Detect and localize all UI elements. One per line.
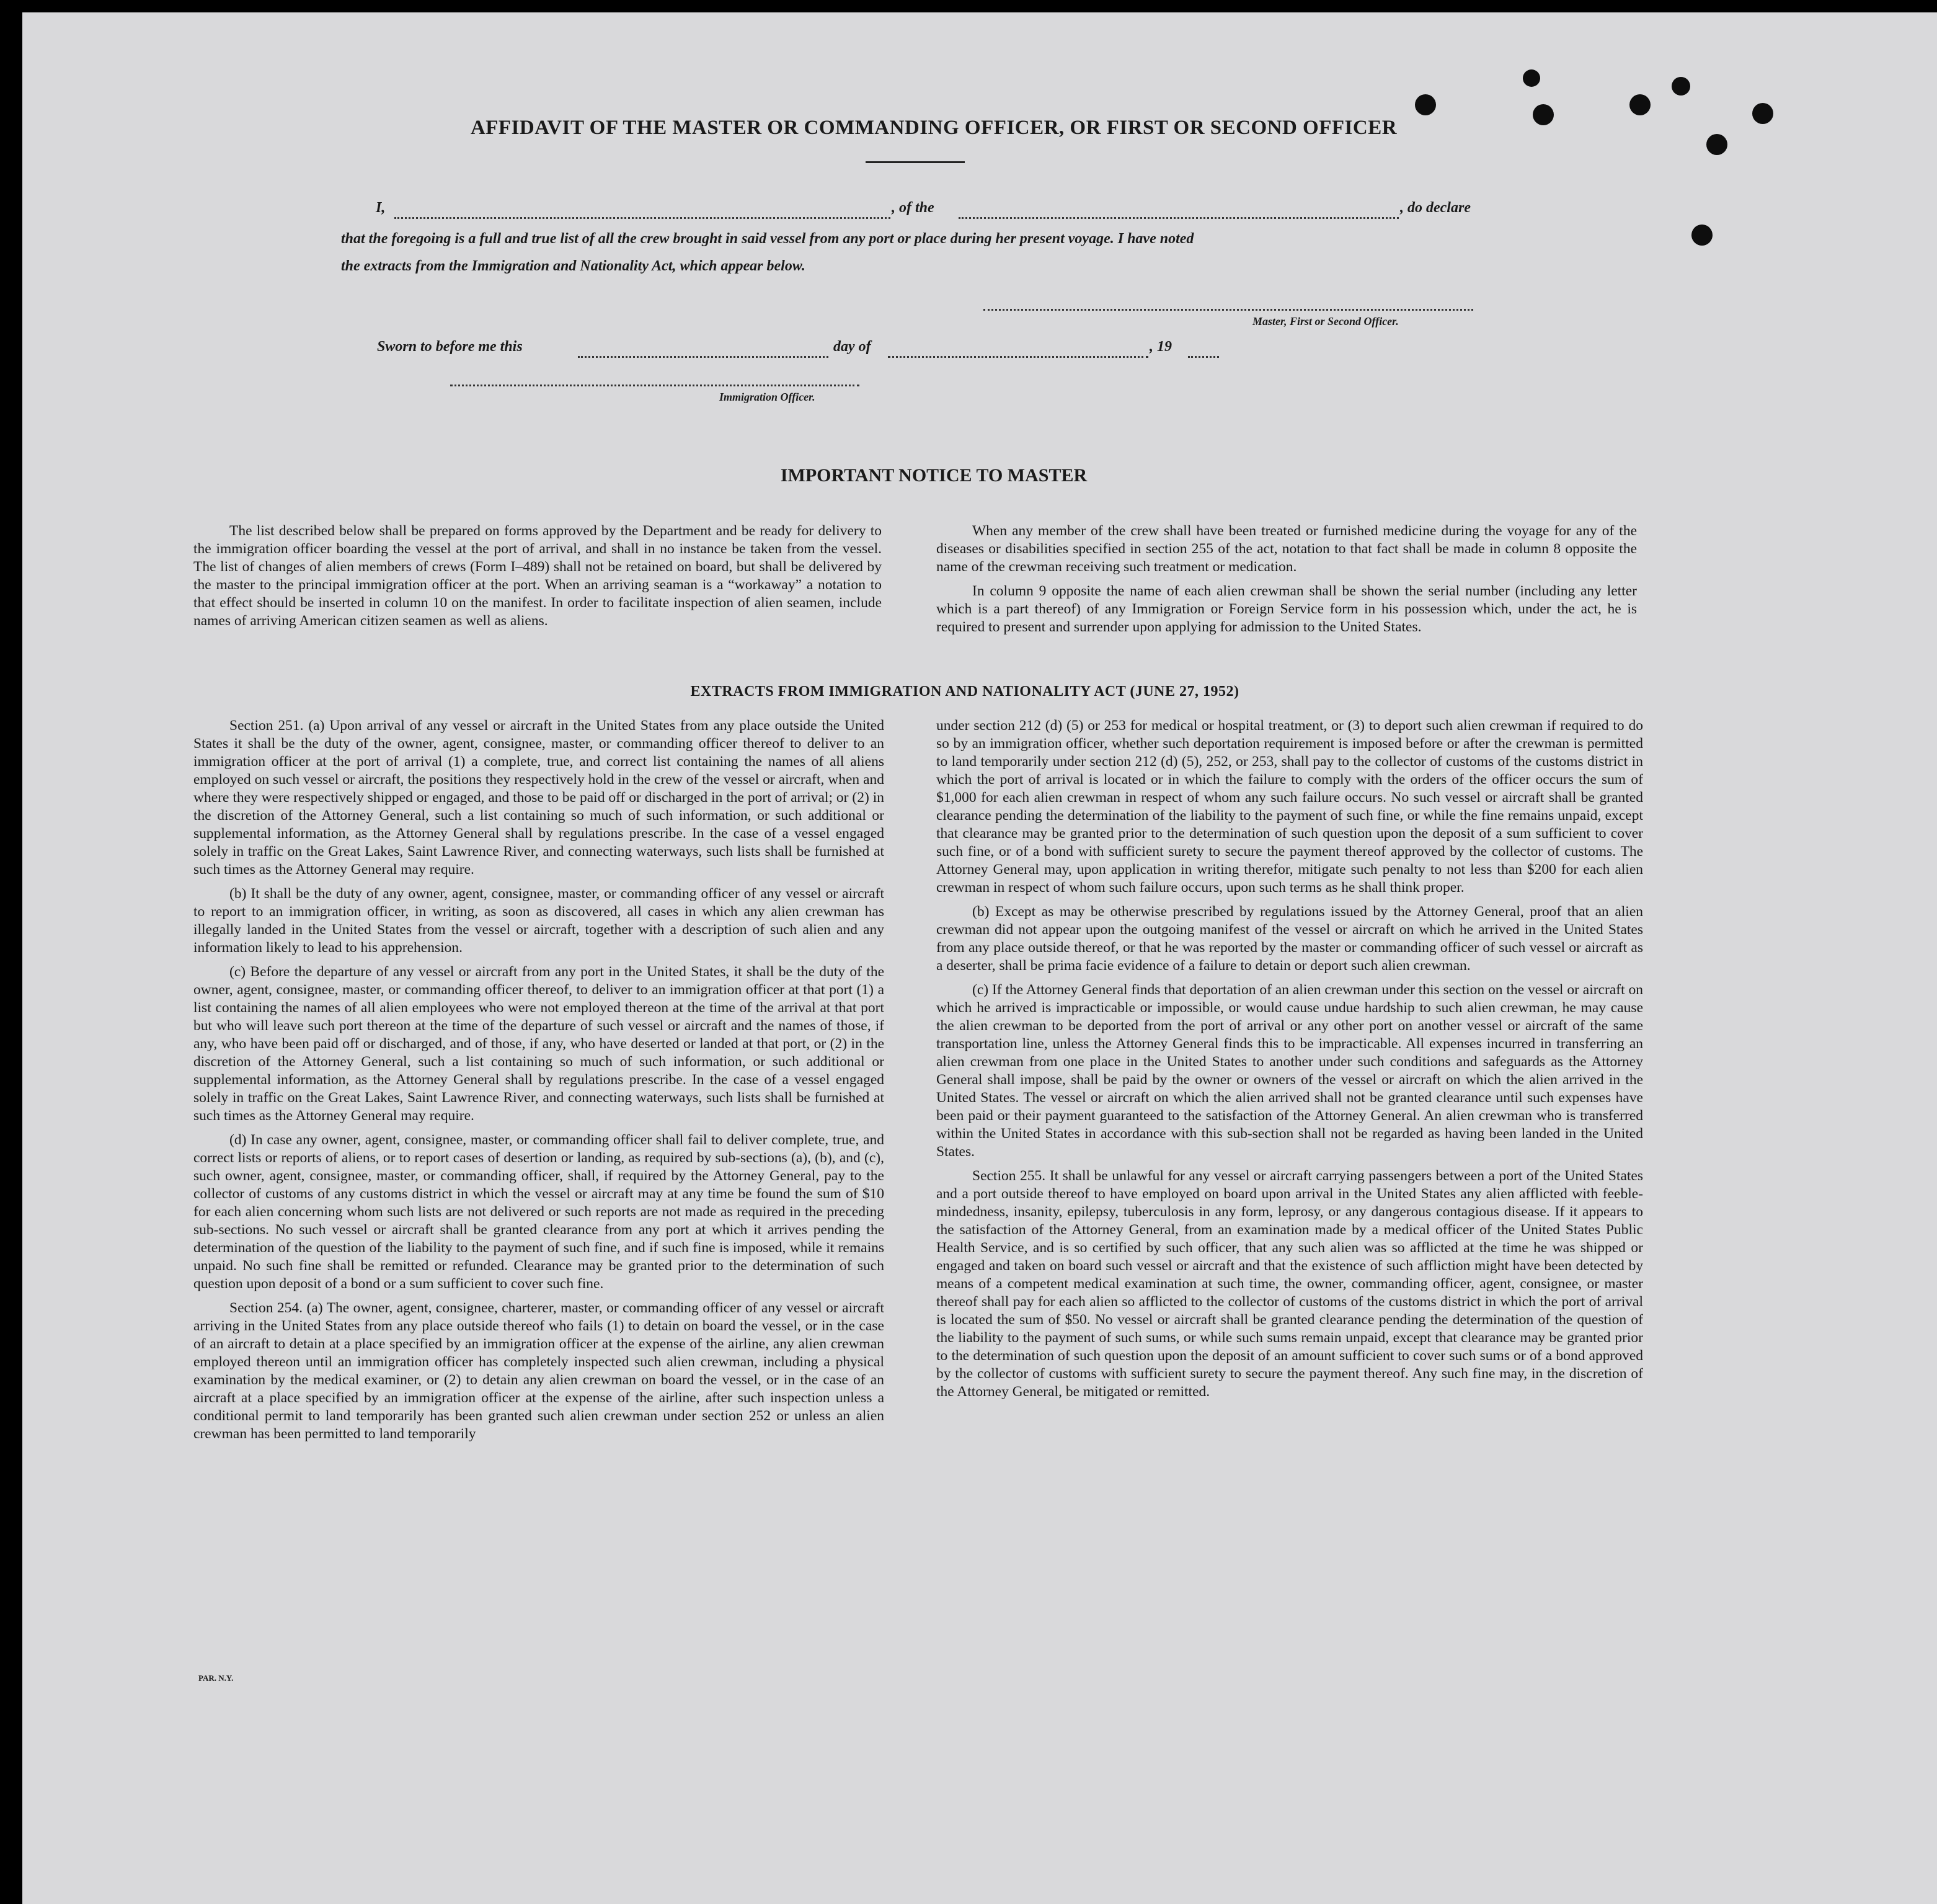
sworn-month-blank-line[interactable] <box>888 356 1148 358</box>
punch-hole-mark <box>1523 69 1540 87</box>
officer-signature-label: Immigration Officer. <box>719 391 815 403</box>
extract-paragraph: under section 212 (d) (5) or 253 for medical or hospital treatment, or (3) to deport such alien crewman if required to do so by an immigration officer, whether such deportation requirement is imposed before or after the crewman is permitted to land temporarily under section 212 (d) (5), 252, or 253, shall pay to the collector of customs of the customs district in which the port of arrival is located or in which the failure to comply with the orders of the officer occurs the sum of $1,000 for each alien crewman in respect of whom any such failure occurs. No such vessel or aircraft shall be granted clearance pending the determination of the liability to the payment of such fine, or while the fine remains unpaid, except that clearance may be granted prior to the determination of such question upon the deposit of a sum sufficient to cover such fine, or of a bond with sufficient surety to secure the payment thereof approved by the collector of customs. The Attorney General may, upon application in writing therefor, mitigate such penalty to not less than $200 for each alien crewman in respect of whom such failure occurs, upon such terms as he shall think proper. <box>936 718 1643 896</box>
extract-paragraph: (d) In case any owner, agent, consignee, master, or commanding officer shall fail to deliver complete, true, and correct lists or reports of aliens, or to report cases of desertion or landing, as required by sub-sections (a), (b), and (c), such owner, agent, consignee, master, or commanding officer, shall, if required by the Attorney General, pay to the collector of customs of any customs district in which the vessel or aircraft may at any time be found the sum of $10 for each alien concerning whom such lists are not delivered or such reports are not made as required in the preceding sub-sections. No such vessel or aircraft shall be granted clearance from any port at which it arrives pending the determination of the question of the liability to the payment of such fine, and if such fine is imposed, while it remains unpaid. No such fine shall be remitted or refunded. Clearance may be granted prior to the determination of such question upon deposit of a bond or a sum sufficient to cover such fine. <box>193 1132 884 1292</box>
document-page <box>22 12 1937 1904</box>
extract-paragraph: (c) If the Attorney General finds that deportation of an alien crewman under this section on the vessel or aircraft on which he arrived is impracticable or impossible, or would cause undue hardship to such alien crewman, he may cause the alien crewman to be deported from the port of arrival or any other port on another vessel or aircraft of the same transportation line, unless the Attorney General finds this to be impracticable. All expenses incurred in transferring an alien crewman from one place in the United States to another under such conditions and safeguards as the Attorney General shall impose, shall be paid by the owner or owners of the vessel or aircraft on which the alien arrived in the United States. The vessel or aircraft on which the alien arrived shall not be granted clearance until such expenses have been paid or their payment guaranteed to the satisfaction of the Attorney General. An alien crewman who is transferred within the United States in accordance with this sub-section shall not be regarded as having been landed in the United States. <box>936 982 1643 1160</box>
year-label: , 19 <box>1150 339 1172 355</box>
master-signature-line[interactable] <box>983 309 1473 311</box>
extracts-left-column <box>193 717 884 1443</box>
extracts-right-column <box>936 717 1643 1401</box>
title-underline <box>866 161 965 163</box>
punch-hole-mark <box>1415 94 1436 115</box>
notice-title: IMPORTANT NOTICE TO MASTER <box>780 465 1088 486</box>
affidavit-statement-line: that the foregoing is a full and true list of all the crew brought in said vessel from any port or place during her present voyage. I have noted <box>341 231 1194 247</box>
affidavit-i-label: I, <box>376 200 386 216</box>
notice-paragraph: In column 9 opposite the name of each alien crewman shall be shown the serial number (including any letter which is a part thereof) of any Immigration or Foreign Service form in his possession which, under the act, he is required to present and surrender upon applying for admission to the United States. <box>936 583 1637 635</box>
extract-paragraph: (b) It shall be the duty of any owner, agent, consignee, master, or commanding officer of any vessel or aircraft to report to an immigration officer, in writing, as soon as discovered, all cases in which any alien crewman has illegally landed in the United States from the vessel or aircraft, together with a description of such alien and any information likely to lead to his apprehension. <box>193 886 884 956</box>
punch-hole-mark <box>1672 77 1690 96</box>
officer-signature-line[interactable] <box>450 385 859 386</box>
notice-paragraph: The list described below shall be prepared on forms approved by the Department and be ready for delivery to the immigration officer boarding the vessel at the port of arrival, and shall in no instance be taken from the vessel. The list of changes of alien members of crews (Form I–489) shall not be retained on board, but shall be delivered by the master to the principal immigration officer at the port. When an arriving seaman is a “workaway” a notation to that effect should be inserted in column 10 on the manifest. In order to facilitate inspection of alien seamen, include names of arriving American citizen seamen as well as aliens. <box>193 523 882 629</box>
extracts-title: EXTRACTS FROM IMMIGRATION AND NATIONALITY ACT (JUNE 27, 1952) <box>690 683 1239 700</box>
affidavit-declare-label: , do declare <box>1400 200 1471 216</box>
affidavit-extracts-line: the extracts from the Immigration and Nationality Act, which appear below. <box>341 258 805 274</box>
affidavit-title: AFFIDAVIT OF THE MASTER OR COMMANDING OFFICER, OR FIRST OR SECOND OFFICER <box>470 117 1398 139</box>
notice-paragraph: When any member of the crew shall have been treated or furnished medicine during the voyage for any of the diseases or disabilities specified in section 255 of the act, notation to that fact shall be made in column 8 opposite the name of the crewman receiving such treatment or medication. <box>936 523 1637 575</box>
notice-left-column <box>193 522 882 630</box>
year-blank-line[interactable] <box>1188 356 1219 358</box>
punch-hole-mark <box>1691 225 1713 246</box>
sworn-day-blank-line[interactable] <box>578 356 828 358</box>
day-of-label: day of <box>833 339 871 355</box>
extract-paragraph: Section 254. (a) The owner, agent, consignee, charterer, master, or commanding officer of any vessel or aircraft arriving in the United States from any place outside thereof who fails (1) to detain on board the vessel, or in the case of an aircraft to detain at a place specified by an immigration officer at the expense of the airline, any alien crewman employed thereon until an immigration officer has completely inspected such alien crewman, including a physical examination by the medical examiner, or (2) to detain any alien crewman on board the vessel, or in the case of an aircraft at a place specified by an immigration officer at the expense of the airline, after such inspection unless a conditional permit to land temporarily has been granted such alien crewman under section 252 or unless an alien crewman has been permitted to land temporarily <box>193 1300 884 1442</box>
punch-hole-mark <box>1629 94 1651 115</box>
extract-paragraph: Section 251. (a) Upon arrival of any vessel or aircraft in the United States from any place outside the United States it shall be the duty of the owner, agent, consignee, master, or commanding officer thereof to deliver to an immigration officer at the port of arrival (1) a complete, true, and correct list containing the names of all aliens employed on such vessel or aircraft, the positions they respectively hold in the crew of the vessel or aircraft, when and where they were respectively shipped or engaged, and those to be paid off or discharged in the port of arrival; or (2) in the discretion of the Attorney General, such a list containing so much of such information, or such additional or supplemental information, as the Attorney General shall by regulations prescribe. In the case of a vessel engaged solely in traffic on the Great Lakes, Saint Lawrence River, and connecting waterways, such lists shall be furnished at such times as the Attorney General may require. <box>193 718 884 878</box>
extract-paragraph: (c) Before the departure of any vessel or aircraft from any port in the United States, it shall be the duty of the owner, agent, consignee, master, or commanding officer thereof, to deliver to an immigration officer at that port (1) a list containing the names of all alien employees who were not employed thereon at the time of the arrival at that port but who will leave such port thereon at the time of the departure of such vessel or aircraft and the names of those, if any, who have been paid off or discharged, and of those, if any, who have deserted or landed at that port, or (2) in the discretion of the Attorney General, such a list containing so much of such information, or such additional or supplemental information, as the Attorney General shall by regulations prescribe. In the case of a vessel engaged solely in traffic on the Great Lakes, Saint Lawrence River, and connecting waterways, such lists shall be furnished at such times as the Attorney General may require. <box>193 964 884 1124</box>
printer-mark: PAR. N.Y. <box>198 1673 234 1683</box>
master-signature-label: Master, First or Second Officer. <box>1252 315 1399 327</box>
name-blank-line[interactable] <box>394 217 890 219</box>
notice-right-column <box>936 522 1637 636</box>
affidavit-of-the-label: , of the <box>892 200 934 216</box>
sworn-label: Sworn to before me this <box>377 339 523 355</box>
extract-paragraph: (b) Except as may be otherwise prescribed by regulations issued by the Attorney General, proof that an alien crewman did not appear upon the outgoing manifest of the vessel or aircraft on which he arrived in the United States from any place outside thereof, or that he was reported by the master or commanding officer of such vessel or aircraft as a deserter, shall be prima facie evidence of a failure to detain or deport such alien crewman. <box>936 904 1643 974</box>
vessel-blank-line[interactable] <box>959 217 1399 219</box>
extract-paragraph: Section 255. It shall be unlawful for any vessel or aircraft carrying passengers between a port of the United States and a port outside thereof to have employed on board upon arrival in the United States any alien afflicted with feeble-mindedness, insanity, epilepsy, tuberculosis in any form, leprosy, or any dangerous contagious disease. If it appears to the satisfaction of the Attorney General, from an examination made by a medical officer of the United States Public Health Service, and is so certified by such officer, that any such alien was so afflicted at the time he was shipped or engaged and taken on board such vessel or aircraft and that the existence of such affliction might have been detected by means of a competent medical examination at such time, the owner, commanding officer, agent, consignee, or master thereof shall pay for each alien so afflicted to the collector of customs of the customs district in which the port of arrival is located the sum of $50. No vessel or aircraft shall be granted clearance pending the determination of the question of the liability to the payment of such sums, or while such sums remain unpaid, except that clearance may be granted prior to the determination of such question upon the deposit of an amount sufficient to cover such sums or of a bond approved by the collector of customs with sufficient surety to secure the payment thereof. Any such fine may, in the discretion of the Attorney General, be mitigated or remitted. <box>936 1168 1643 1400</box>
